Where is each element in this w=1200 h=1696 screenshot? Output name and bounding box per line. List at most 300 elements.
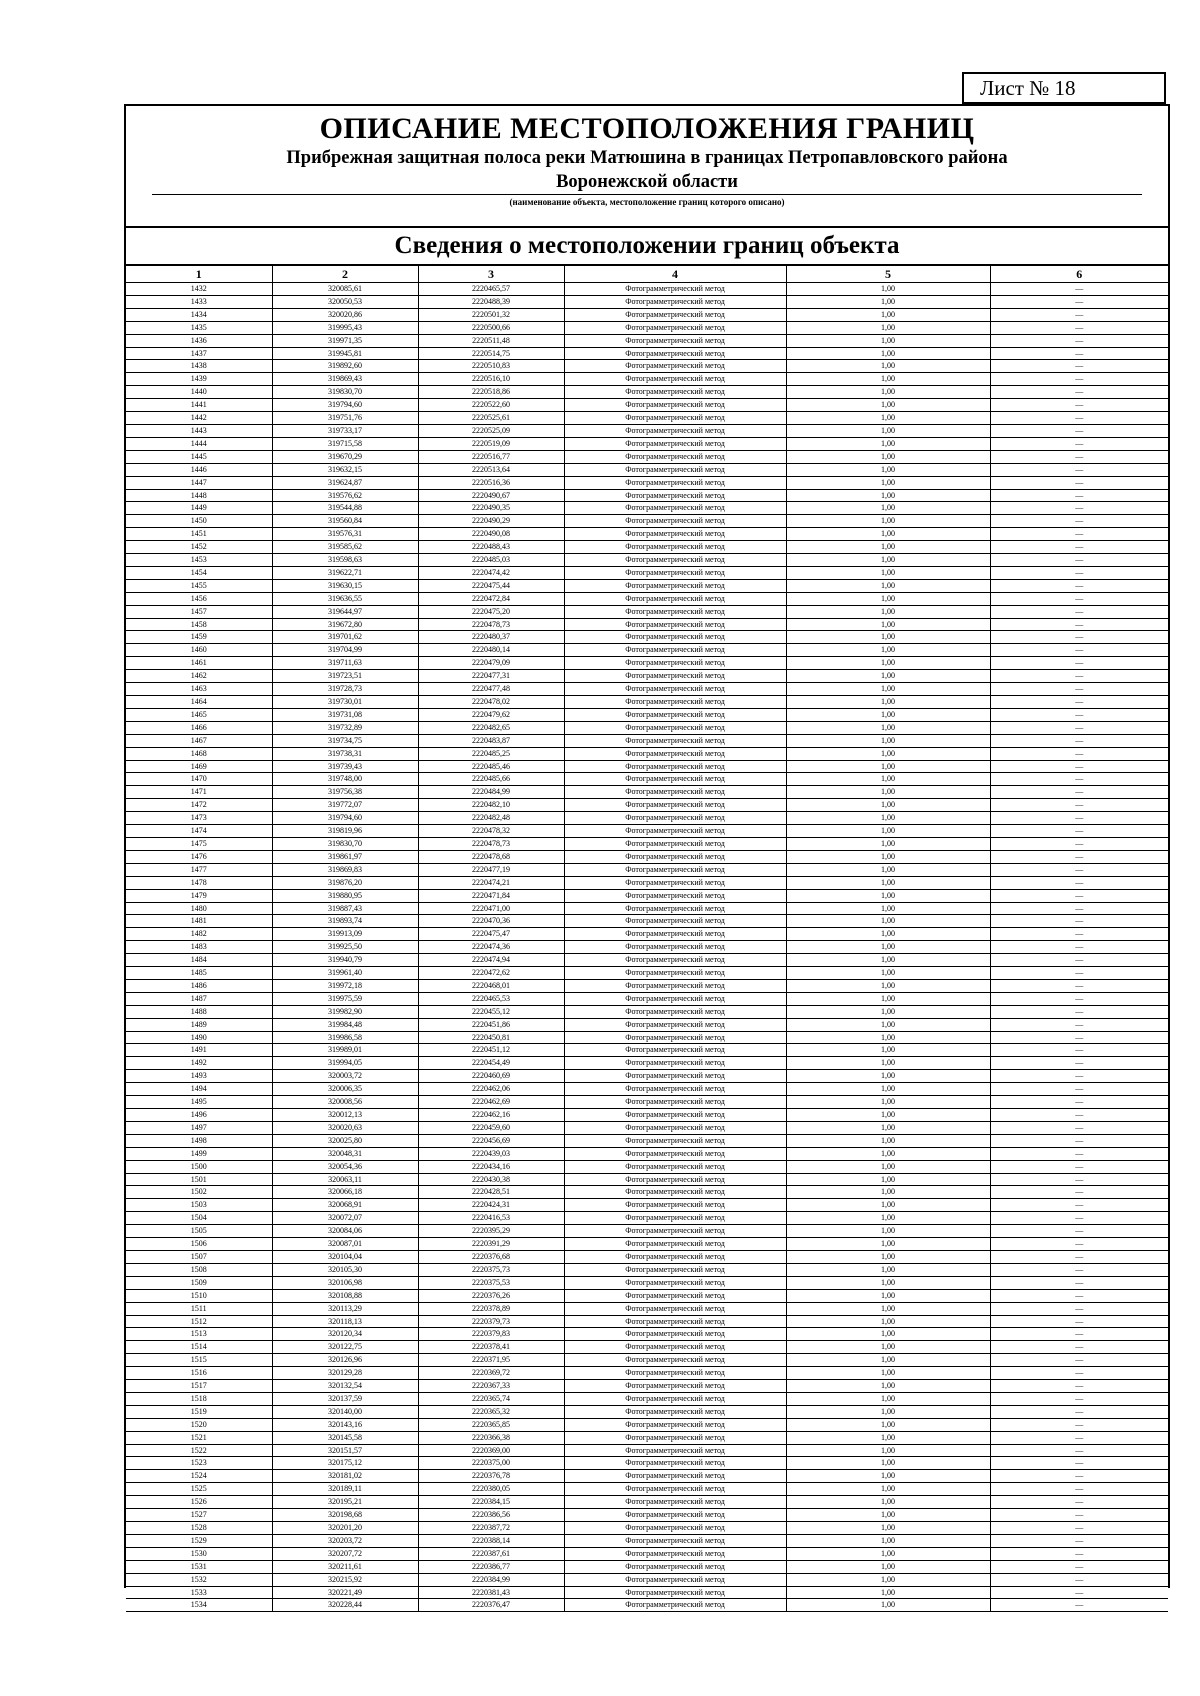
table-row (126, 1405, 1168, 1418)
cell-description: — (990, 1470, 1168, 1483)
cell-x-coordinate: 319830,70 (272, 837, 418, 850)
cell-accuracy: 1,00 (786, 1070, 990, 1083)
table-row (126, 1534, 1168, 1547)
cell-description: — (990, 1509, 1168, 1522)
table-row (126, 657, 1168, 670)
cell-method: Фотограмметрический метод (564, 295, 786, 308)
table-row (126, 1547, 1168, 1560)
cell-description: — (990, 1147, 1168, 1160)
cell-x-coordinate: 319715,58 (272, 437, 418, 450)
cell-method: Фотограмметрический метод (564, 1044, 786, 1057)
cell-description: — (990, 773, 1168, 786)
cell-y-coordinate: 2220376,78 (418, 1470, 564, 1483)
cell-point-number: 1452 (126, 541, 272, 554)
cell-accuracy: 1,00 (786, 799, 990, 812)
cell-y-coordinate: 2220480,14 (418, 644, 564, 657)
table-row (126, 1134, 1168, 1147)
cell-point-number: 1454 (126, 566, 272, 579)
cell-point-number: 1442 (126, 412, 272, 425)
cell-point-number: 1433 (126, 295, 272, 308)
cell-accuracy: 1,00 (786, 515, 990, 528)
cell-method: Фотограмметрический метод (564, 734, 786, 747)
cell-method: Фотограмметрический метод (564, 1470, 786, 1483)
table-row (126, 1083, 1168, 1096)
cell-x-coordinate: 319636,55 (272, 592, 418, 605)
cell-point-number: 1482 (126, 928, 272, 941)
cell-method: Фотограмметрический метод (564, 760, 786, 773)
cell-point-number: 1516 (126, 1367, 272, 1380)
cell-point-number: 1468 (126, 747, 272, 760)
cell-x-coordinate: 319576,62 (272, 489, 418, 502)
cell-accuracy: 1,00 (786, 773, 990, 786)
table-row (126, 1470, 1168, 1483)
cell-x-coordinate: 319830,70 (272, 386, 418, 399)
cell-method: Фотограмметрический метод (564, 928, 786, 941)
cell-y-coordinate: 2220369,00 (418, 1444, 564, 1457)
cell-description: — (990, 463, 1168, 476)
cell-accuracy: 1,00 (786, 450, 990, 463)
cell-y-coordinate: 2220525,61 (418, 412, 564, 425)
cell-y-coordinate: 2220477,19 (418, 863, 564, 876)
column-header: 6 (990, 266, 1168, 283)
cell-point-number: 1521 (126, 1431, 272, 1444)
cell-x-coordinate: 320118,13 (272, 1315, 418, 1328)
cell-accuracy: 1,00 (786, 812, 990, 825)
cell-y-coordinate: 2220474,42 (418, 566, 564, 579)
cell-x-coordinate: 319728,73 (272, 683, 418, 696)
cell-x-coordinate: 319644,97 (272, 605, 418, 618)
cell-point-number: 1534 (126, 1599, 272, 1612)
cell-point-number: 1505 (126, 1225, 272, 1238)
cell-x-coordinate: 319734,75 (272, 734, 418, 747)
table-row (126, 1560, 1168, 1573)
cell-point-number: 1451 (126, 528, 272, 541)
cell-method: Фотограмметрический метод (564, 1018, 786, 1031)
cell-method: Фотограмметрический метод (564, 450, 786, 463)
cell-x-coordinate: 320084,06 (272, 1225, 418, 1238)
table-row (126, 708, 1168, 721)
cell-method: Фотограмметрический метод (564, 1070, 786, 1083)
cell-x-coordinate: 320181,02 (272, 1470, 418, 1483)
cell-point-number: 1449 (126, 502, 272, 515)
table-row (126, 489, 1168, 502)
cell-method: Фотограмметрический метод (564, 657, 786, 670)
cell-point-number: 1511 (126, 1302, 272, 1315)
cell-x-coordinate: 319739,43 (272, 760, 418, 773)
cell-description: — (990, 799, 1168, 812)
cell-accuracy: 1,00 (786, 1341, 990, 1354)
cell-accuracy: 1,00 (786, 1431, 990, 1444)
cell-y-coordinate: 2220387,72 (418, 1522, 564, 1535)
table-row (126, 747, 1168, 760)
cell-point-number: 1474 (126, 825, 272, 838)
cell-description: — (990, 437, 1168, 450)
cell-point-number: 1436 (126, 334, 272, 347)
table-row (126, 1431, 1168, 1444)
cell-y-coordinate: 2220381,43 (418, 1586, 564, 1599)
table-row (126, 554, 1168, 567)
cell-method: Фотограмметрический метод (564, 863, 786, 876)
cell-point-number: 1526 (126, 1496, 272, 1509)
cell-accuracy: 1,00 (786, 1121, 990, 1134)
table-row (126, 437, 1168, 450)
cell-x-coordinate: 319961,40 (272, 967, 418, 980)
table-body (126, 283, 1168, 1612)
cell-method: Фотограмметрический метод (564, 386, 786, 399)
cell-y-coordinate: 2220483,87 (418, 734, 564, 747)
cell-method: Фотограмметрический метод (564, 1250, 786, 1263)
cell-y-coordinate: 2220379,83 (418, 1328, 564, 1341)
cell-y-coordinate: 2220456,69 (418, 1134, 564, 1147)
table-row (126, 1380, 1168, 1393)
cell-accuracy: 1,00 (786, 476, 990, 489)
cell-method: Фотограмметрический метод (564, 1457, 786, 1470)
cell-method: Фотограмметрический метод (564, 308, 786, 321)
cell-x-coordinate: 319772,07 (272, 799, 418, 812)
cell-method: Фотограмметрический метод (564, 1367, 786, 1380)
cell-point-number: 1477 (126, 863, 272, 876)
table-row (126, 773, 1168, 786)
cell-description: — (990, 1328, 1168, 1341)
cell-method: Фотограмметрический метод (564, 902, 786, 915)
cell-description: — (990, 399, 1168, 412)
cell-accuracy: 1,00 (786, 1534, 990, 1547)
cell-description: — (990, 1096, 1168, 1109)
table-row (126, 1341, 1168, 1354)
cell-point-number: 1507 (126, 1250, 272, 1263)
cell-description: — (990, 1121, 1168, 1134)
cell-method: Фотограмметрический метод (564, 1328, 786, 1341)
cell-y-coordinate: 2220386,56 (418, 1509, 564, 1522)
cell-description: — (990, 902, 1168, 915)
cell-point-number: 1530 (126, 1547, 272, 1560)
cell-point-number: 1462 (126, 670, 272, 683)
cell-x-coordinate: 320195,21 (272, 1496, 418, 1509)
cell-accuracy: 1,00 (786, 1470, 990, 1483)
cell-point-number: 1490 (126, 1031, 272, 1044)
cell-x-coordinate: 319738,31 (272, 747, 418, 760)
cell-y-coordinate: 2220475,20 (418, 605, 564, 618)
cell-method: Фотограмметрический метод (564, 1496, 786, 1509)
cell-method: Фотограмметрический метод (564, 618, 786, 631)
cell-x-coordinate: 320151,57 (272, 1444, 418, 1457)
cell-description: — (990, 1057, 1168, 1070)
cell-method: Фотограмметрический метод (564, 1509, 786, 1522)
cell-y-coordinate: 2220462,06 (418, 1083, 564, 1096)
cell-accuracy: 1,00 (786, 928, 990, 941)
cell-method: Фотограмметрический метод (564, 554, 786, 567)
cell-y-coordinate: 2220365,32 (418, 1405, 564, 1418)
cell-y-coordinate: 2220490,67 (418, 489, 564, 502)
cell-y-coordinate: 2220462,16 (418, 1109, 564, 1122)
cell-accuracy: 1,00 (786, 708, 990, 721)
cell-accuracy: 1,00 (786, 837, 990, 850)
cell-accuracy: 1,00 (786, 1328, 990, 1341)
cell-y-coordinate: 2220384,99 (418, 1573, 564, 1586)
sheet-number: Лист № 18 (962, 72, 1166, 104)
cell-accuracy: 1,00 (786, 1263, 990, 1276)
cell-point-number: 1527 (126, 1509, 272, 1522)
cell-y-coordinate: 2220516,10 (418, 373, 564, 386)
cell-y-coordinate: 2220478,32 (418, 825, 564, 838)
cell-x-coordinate: 320008,56 (272, 1096, 418, 1109)
cell-method: Фотограмметрический метод (564, 1160, 786, 1173)
cell-description: — (990, 1380, 1168, 1393)
cell-method: Фотограмметрический метод (564, 837, 786, 850)
cell-y-coordinate: 2220434,16 (418, 1160, 564, 1173)
cell-y-coordinate: 2220477,48 (418, 683, 564, 696)
cell-y-coordinate: 2220380,05 (418, 1483, 564, 1496)
cell-accuracy: 1,00 (786, 850, 990, 863)
cell-accuracy: 1,00 (786, 321, 990, 334)
table-row (126, 734, 1168, 747)
cell-description: — (990, 1573, 1168, 1586)
cell-x-coordinate: 320215,92 (272, 1573, 418, 1586)
cell-accuracy: 1,00 (786, 360, 990, 373)
table-row (126, 696, 1168, 709)
cell-y-coordinate: 2220479,62 (418, 708, 564, 721)
cell-description: — (990, 786, 1168, 799)
cell-accuracy: 1,00 (786, 566, 990, 579)
cell-y-coordinate: 2220485,03 (418, 554, 564, 567)
cell-y-coordinate: 2220522,60 (418, 399, 564, 412)
cell-x-coordinate: 319994,05 (272, 1057, 418, 1070)
cell-method: Фотограмметрический метод (564, 1225, 786, 1238)
table-row (126, 631, 1168, 644)
cell-description: — (990, 1134, 1168, 1147)
cell-x-coordinate: 319982,90 (272, 1005, 418, 1018)
cell-x-coordinate: 320113,29 (272, 1302, 418, 1315)
cell-accuracy: 1,00 (786, 1560, 990, 1573)
object-name-line1: Прибрежная защитная полоса реки Матюшина в границах Петропавловского района (286, 148, 1008, 168)
cell-x-coordinate: 320228,44 (272, 1599, 418, 1612)
cell-accuracy: 1,00 (786, 528, 990, 541)
cell-accuracy: 1,00 (786, 1096, 990, 1109)
column-header: 1 (126, 266, 272, 283)
cell-description: — (990, 708, 1168, 721)
cell-y-coordinate: 2220485,66 (418, 773, 564, 786)
cell-method: Фотограмметрический метод (564, 437, 786, 450)
cell-method: Фотограмметрический метод (564, 1418, 786, 1431)
table-row (126, 476, 1168, 489)
cell-x-coordinate: 319576,31 (272, 528, 418, 541)
cell-point-number: 1531 (126, 1560, 272, 1573)
cell-y-coordinate: 2220387,61 (418, 1547, 564, 1560)
table-row (126, 308, 1168, 321)
cell-y-coordinate: 2220424,31 (418, 1199, 564, 1212)
cell-y-coordinate: 2220475,44 (418, 579, 564, 592)
table-row (126, 760, 1168, 773)
cell-x-coordinate: 319701,62 (272, 631, 418, 644)
table-row (126, 1509, 1168, 1522)
cell-x-coordinate: 320143,16 (272, 1418, 418, 1431)
table-row (126, 902, 1168, 915)
cell-method: Фотограмметрический метод (564, 1302, 786, 1315)
cell-x-coordinate: 320120,34 (272, 1328, 418, 1341)
table-row (126, 1263, 1168, 1276)
table-row (126, 347, 1168, 360)
cell-y-coordinate: 2220375,00 (418, 1457, 564, 1470)
cell-x-coordinate: 320201,20 (272, 1522, 418, 1535)
cell-x-coordinate: 319598,63 (272, 554, 418, 567)
cell-accuracy: 1,00 (786, 541, 990, 554)
cell-description: — (990, 889, 1168, 902)
cell-point-number: 1446 (126, 463, 272, 476)
table-row (126, 1302, 1168, 1315)
cell-method: Фотограмметрический метод (564, 1134, 786, 1147)
cell-description: — (990, 1534, 1168, 1547)
cell-x-coordinate: 319560,84 (272, 515, 418, 528)
cell-point-number: 1518 (126, 1392, 272, 1405)
cell-x-coordinate: 319670,29 (272, 450, 418, 463)
cell-description: — (990, 734, 1168, 747)
cell-description: — (990, 476, 1168, 489)
cell-x-coordinate: 320020,86 (272, 308, 418, 321)
cell-x-coordinate: 320203,72 (272, 1534, 418, 1547)
cell-description: — (990, 424, 1168, 437)
table-row (126, 541, 1168, 554)
cell-point-number: 1481 (126, 915, 272, 928)
cell-description: — (990, 1560, 1168, 1573)
cell-x-coordinate: 320198,68 (272, 1509, 418, 1522)
cell-description: — (990, 657, 1168, 670)
table-row (126, 786, 1168, 799)
cell-x-coordinate: 319731,08 (272, 708, 418, 721)
cell-method: Фотограмметрический метод (564, 1483, 786, 1496)
cell-x-coordinate: 319975,59 (272, 992, 418, 1005)
cell-point-number: 1456 (126, 592, 272, 605)
cell-x-coordinate: 319869,83 (272, 863, 418, 876)
cell-method: Фотограмметрический метод (564, 1031, 786, 1044)
table-row (126, 373, 1168, 386)
cell-description: — (990, 1238, 1168, 1251)
table-row (126, 1070, 1168, 1083)
cell-method: Фотограмметрический метод (564, 1238, 786, 1251)
table-row (126, 1018, 1168, 1031)
cell-method: Фотограмметрический метод (564, 747, 786, 760)
cell-accuracy: 1,00 (786, 876, 990, 889)
cell-accuracy: 1,00 (786, 1083, 990, 1096)
cell-method: Фотограмметрический метод (564, 1315, 786, 1328)
cell-description: — (990, 1444, 1168, 1457)
cell-y-coordinate: 2220386,77 (418, 1560, 564, 1573)
cell-point-number: 1479 (126, 889, 272, 902)
cell-point-number: 1437 (126, 347, 272, 360)
cell-method: Фотограмметрический метод (564, 605, 786, 618)
cell-description: — (990, 541, 1168, 554)
cell-y-coordinate: 2220484,99 (418, 786, 564, 799)
cell-accuracy: 1,00 (786, 502, 990, 515)
cell-method: Фотограмметрический метод (564, 1005, 786, 1018)
cell-y-coordinate: 2220485,25 (418, 747, 564, 760)
cell-method: Фотограмметрический метод (564, 579, 786, 592)
cell-accuracy: 1,00 (786, 463, 990, 476)
cell-accuracy: 1,00 (786, 1586, 990, 1599)
cell-x-coordinate: 319748,00 (272, 773, 418, 786)
cell-method: Фотограмметрический метод (564, 1380, 786, 1393)
table-row (126, 1238, 1168, 1251)
cell-method: Фотограмметрический метод (564, 1186, 786, 1199)
cell-method: Фотограмметрический метод (564, 1547, 786, 1560)
cell-x-coordinate: 319711,63 (272, 657, 418, 670)
table-row (126, 928, 1168, 941)
cell-point-number: 1467 (126, 734, 272, 747)
cell-x-coordinate: 319544,88 (272, 502, 418, 515)
cell-x-coordinate: 320048,31 (272, 1147, 418, 1160)
cell-method: Фотограмметрический метод (564, 915, 786, 928)
cell-description: — (990, 954, 1168, 967)
cell-method: Фотограмметрический метод (564, 1534, 786, 1547)
cell-x-coordinate: 320105,30 (272, 1263, 418, 1276)
cell-method: Фотограмметрический метод (564, 1173, 786, 1186)
cell-x-coordinate: 320140,00 (272, 1405, 418, 1418)
cell-y-coordinate: 2220501,32 (418, 308, 564, 321)
cell-method: Фотограмметрический метод (564, 1096, 786, 1109)
cell-method: Фотограмметрический метод (564, 360, 786, 373)
cell-description: — (990, 1392, 1168, 1405)
cell-point-number: 1448 (126, 489, 272, 502)
cell-accuracy: 1,00 (786, 1160, 990, 1173)
object-name-caption: (наименование объекта, местоположение границ которого описано) (509, 197, 785, 207)
cell-y-coordinate: 2220488,43 (418, 541, 564, 554)
cell-description: — (990, 502, 1168, 515)
cell-y-coordinate: 2220519,09 (418, 437, 564, 450)
cell-x-coordinate: 320129,28 (272, 1367, 418, 1380)
cell-y-coordinate: 2220465,53 (418, 992, 564, 1005)
cell-accuracy: 1,00 (786, 554, 990, 567)
cell-point-number: 1528 (126, 1522, 272, 1535)
cell-accuracy: 1,00 (786, 889, 990, 902)
table-row (126, 566, 1168, 579)
cell-y-coordinate: 2220472,84 (418, 592, 564, 605)
cell-description: — (990, 967, 1168, 980)
cell-description: — (990, 825, 1168, 838)
table-row (126, 1005, 1168, 1018)
cell-accuracy: 1,00 (786, 954, 990, 967)
table-row (126, 1173, 1168, 1186)
table-row (126, 1586, 1168, 1599)
table-row (126, 1109, 1168, 1122)
cell-description: — (990, 1276, 1168, 1289)
cell-y-coordinate: 2220474,36 (418, 941, 564, 954)
cell-method: Фотограмметрический метод (564, 1341, 786, 1354)
cell-y-coordinate: 2220474,21 (418, 876, 564, 889)
cell-y-coordinate: 2220366,38 (418, 1431, 564, 1444)
table-row (126, 979, 1168, 992)
table-row (126, 1186, 1168, 1199)
table-row (126, 1147, 1168, 1160)
cell-x-coordinate: 320025,80 (272, 1134, 418, 1147)
cell-x-coordinate: 319723,51 (272, 670, 418, 683)
table-row (126, 502, 1168, 515)
cell-y-coordinate: 2220416,53 (418, 1212, 564, 1225)
cell-description: — (990, 386, 1168, 399)
cell-point-number: 1513 (126, 1328, 272, 1341)
cell-y-coordinate: 2220376,68 (418, 1250, 564, 1263)
cell-x-coordinate: 319585,62 (272, 541, 418, 554)
cell-point-number: 1529 (126, 1534, 272, 1547)
cell-description: — (990, 592, 1168, 605)
cell-x-coordinate: 320006,35 (272, 1083, 418, 1096)
name-underline (152, 194, 1142, 195)
cell-point-number: 1443 (126, 424, 272, 437)
cell-y-coordinate: 2220378,41 (418, 1341, 564, 1354)
cell-description: — (990, 1496, 1168, 1509)
cell-description: — (990, 631, 1168, 644)
cell-x-coordinate: 319861,97 (272, 850, 418, 863)
cell-y-coordinate: 2220376,26 (418, 1289, 564, 1302)
cell-y-coordinate: 2220369,72 (418, 1367, 564, 1380)
